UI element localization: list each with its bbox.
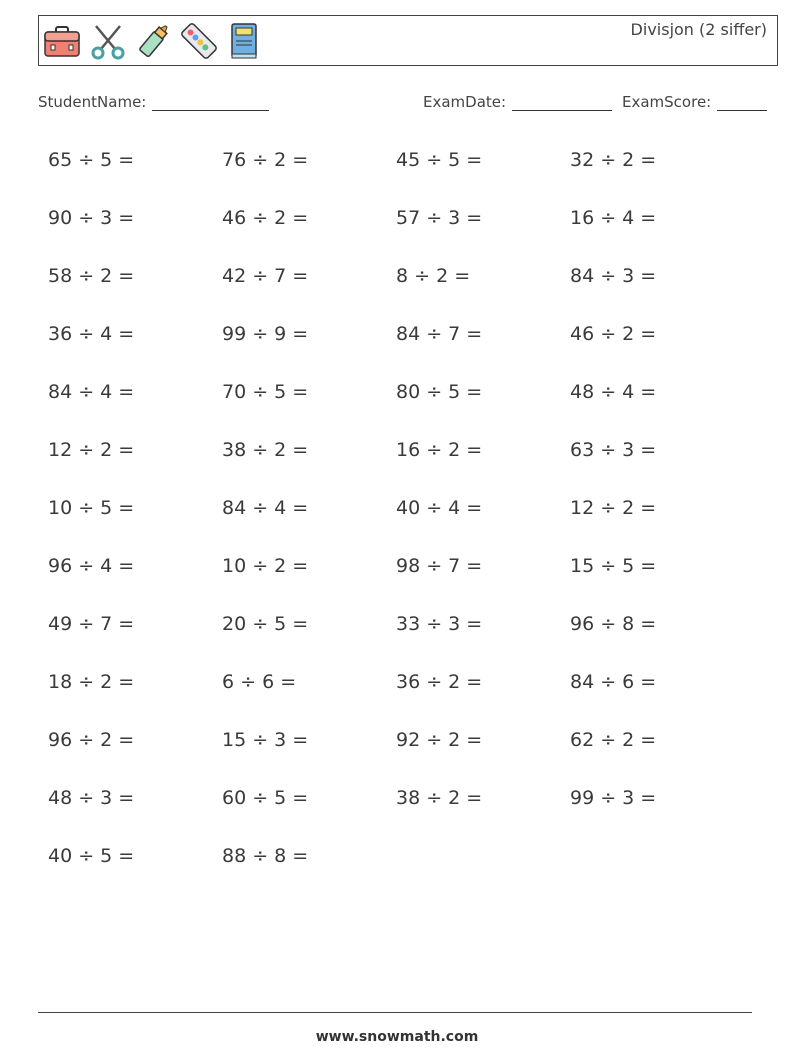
book-icon (224, 21, 264, 61)
problem: 84 ÷ 3 = (570, 265, 657, 287)
exam-score-blank[interactable] (717, 94, 767, 111)
problem: 90 ÷ 3 = (48, 207, 135, 229)
problem: 36 ÷ 4 = (48, 323, 135, 345)
problem: 96 ÷ 4 = (48, 555, 135, 577)
problem: 49 ÷ 7 = (48, 613, 135, 635)
problem: 80 ÷ 5 = (396, 381, 483, 403)
problem: 70 ÷ 5 = (222, 381, 309, 403)
problem: 48 ÷ 3 = (48, 787, 135, 809)
problem: 40 ÷ 5 = (48, 845, 135, 867)
problem: 48 ÷ 4 = (570, 381, 657, 403)
problem: 84 ÷ 4 = (48, 381, 135, 403)
problem: 99 ÷ 9 = (222, 323, 309, 345)
problem: 38 ÷ 2 = (222, 439, 309, 461)
footer-divider (38, 1012, 752, 1013)
problem: 40 ÷ 4 = (396, 497, 483, 519)
problem: 15 ÷ 3 = (222, 729, 309, 751)
problem: 32 ÷ 2 = (570, 149, 657, 171)
problem: 92 ÷ 2 = (396, 729, 483, 751)
exam-date-blank[interactable] (512, 94, 612, 111)
exam-date-field[interactable] (423, 93, 612, 111)
problem: 15 ÷ 5 = (570, 555, 657, 577)
problem: 46 ÷ 2 = (222, 207, 309, 229)
problem: 10 ÷ 2 = (222, 555, 309, 577)
problem: 8 ÷ 2 = (396, 265, 471, 287)
problem: 84 ÷ 7 = (396, 323, 483, 345)
problem: 63 ÷ 3 = (570, 439, 657, 461)
problem: 99 ÷ 3 = (570, 787, 657, 809)
problem: 36 ÷ 2 = (396, 671, 483, 693)
problem: 18 ÷ 2 = (48, 671, 135, 693)
problem: 42 ÷ 7 = (222, 265, 309, 287)
footer-url: www.snowmath.com (315, 1029, 479, 1045)
exam-score-label: ExamScore: (622, 93, 712, 111)
problem: 45 ÷ 5 = (396, 149, 483, 171)
briefcase-icon (42, 21, 82, 61)
problem: 12 ÷ 2 = (48, 439, 135, 461)
problem: 20 ÷ 5 = (222, 613, 309, 635)
problem: 96 ÷ 2 = (48, 729, 135, 751)
problem: 76 ÷ 2 = (222, 149, 309, 171)
problem: 33 ÷ 3 = (396, 613, 483, 635)
problem: 96 ÷ 8 = (570, 613, 657, 635)
problem: 98 ÷ 7 = (396, 555, 483, 577)
worksheet-header (38, 15, 778, 66)
worksheet-title: Divisjon (2 siffer) (630, 20, 767, 39)
problem: 65 ÷ 5 = (48, 149, 135, 171)
problem: 60 ÷ 5 = (222, 787, 309, 809)
exam-score-field[interactable] (622, 93, 767, 111)
problem: 84 ÷ 6 = (570, 671, 657, 693)
problem: 58 ÷ 2 = (48, 265, 135, 287)
exam-date-label: ExamDate: (423, 93, 507, 111)
problem: 6 ÷ 6 = (222, 671, 297, 693)
highlighter-icon (134, 21, 174, 61)
student-name-blank[interactable] (152, 94, 269, 111)
problem: 57 ÷ 3 = (396, 207, 483, 229)
problem: 38 ÷ 2 = (396, 787, 483, 809)
student-name-label: StudentName: (38, 93, 147, 111)
problem: 62 ÷ 2 = (570, 729, 657, 751)
problem: 84 ÷ 4 = (222, 497, 309, 519)
problem: 16 ÷ 2 = (396, 439, 483, 461)
student-name-field[interactable] (38, 93, 269, 111)
problem: 12 ÷ 2 = (570, 497, 657, 519)
problem: 10 ÷ 5 = (48, 497, 135, 519)
problem: 46 ÷ 2 = (570, 323, 657, 345)
problem: 88 ÷ 8 = (222, 845, 309, 867)
paint-palette-icon (179, 21, 219, 61)
problem: 16 ÷ 4 = (570, 207, 657, 229)
scissors-icon (88, 21, 128, 61)
